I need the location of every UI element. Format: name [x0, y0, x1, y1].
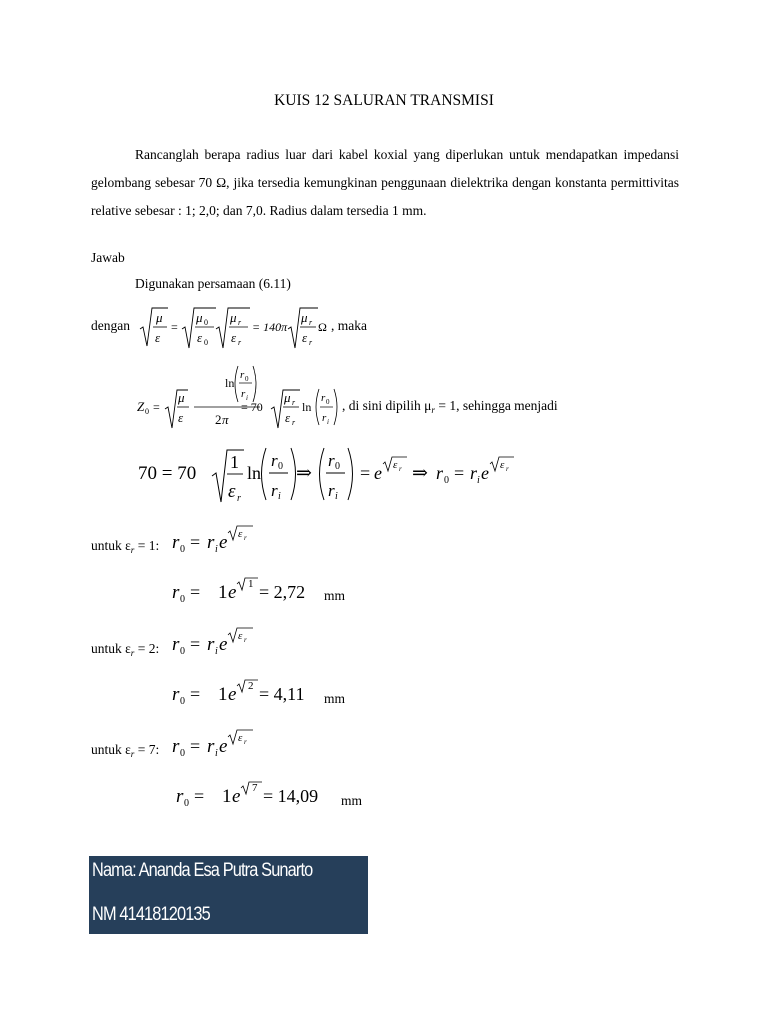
coef-140: = 140π: [252, 320, 288, 334]
svg-text:ε: ε: [238, 732, 243, 744]
answer-intro: Digunakan persamaan (6.11): [135, 276, 291, 291]
svg-text:0: 0: [335, 461, 340, 472]
case-3-unit: mm: [341, 793, 363, 808]
svg-text:ε: ε: [231, 330, 237, 345]
svg-text:r: r: [309, 338, 313, 347]
case-1-formula: [170, 522, 270, 556]
svg-text:μ: μ: [178, 390, 185, 405]
svg-text:0: 0: [278, 461, 283, 472]
svg-text:r: r: [207, 736, 215, 757]
svg-text:1: 1: [222, 786, 232, 807]
case-3-label: untuk $\varepsilon_r = 7$:: [91, 742, 160, 759]
coef-70: = 70: [241, 400, 263, 414]
case-1-label: untuk $\varepsilon_r = 1$:: [91, 538, 160, 555]
svg-text:=: =: [171, 320, 178, 334]
svg-text:r: r: [436, 463, 444, 483]
svg-text:e: e: [232, 786, 241, 807]
svg-text:ε: ε: [238, 528, 243, 540]
case-3-result: [174, 776, 344, 810]
svg-text:1: 1: [248, 578, 254, 590]
case-1-unit: mm: [324, 588, 346, 603]
case-2-result: [170, 674, 330, 708]
svg-text:r: r: [238, 318, 242, 327]
case-3-formula: [170, 726, 270, 760]
main-lhs: 70 = 70: [138, 463, 197, 484]
svg-text:r: r: [241, 388, 246, 400]
problem-statement: [91, 141, 679, 225]
svg-text:ε: ε: [393, 459, 398, 471]
svg-text:r: r: [172, 532, 180, 553]
svg-text:r: r: [309, 318, 313, 327]
svg-text:0: 0: [180, 696, 185, 707]
chosen-text: , di sini dipilih $\mu_r = 1$, sehingga menjadi: [342, 398, 558, 415]
svg-text:r: r: [244, 636, 247, 644]
svg-text:0: 0: [204, 318, 208, 327]
answer-heading: Jawab: [91, 250, 125, 265]
svg-text:r: r: [244, 534, 247, 542]
svg-text:0: 0: [180, 748, 185, 759]
svg-text:r: r: [470, 463, 478, 483]
svg-text:=: =: [190, 532, 201, 552]
svg-text:r: r: [172, 634, 180, 655]
svg-text:e: e: [481, 463, 489, 483]
svg-text:μ: μ: [230, 310, 237, 325]
svg-text:0: 0: [180, 544, 185, 555]
svg-text:Z: Z: [137, 399, 145, 414]
svg-text:r: r: [322, 412, 327, 424]
svg-text:i: i: [477, 475, 480, 486]
svg-text:2: 2: [248, 680, 254, 692]
svg-text:ε: ε: [500, 459, 505, 471]
svg-text:r: r: [172, 582, 180, 603]
svg-text:1: 1: [218, 582, 228, 603]
case-1-result: [170, 572, 320, 606]
svg-text:ln: ln: [247, 463, 262, 483]
svg-text:r: r: [172, 684, 180, 705]
maka-label: , maka: [331, 318, 367, 333]
svg-text:ln: ln: [225, 376, 235, 390]
svg-text:μ: μ: [196, 310, 203, 325]
svg-text:ε: ε: [285, 410, 291, 425]
svg-text:e: e: [228, 684, 237, 705]
svg-text:0: 0: [180, 594, 185, 605]
student-id: NM 41418120135: [92, 904, 210, 925]
svg-text:i: i: [246, 394, 248, 402]
svg-text:i: i: [215, 646, 218, 657]
svg-text:e: e: [219, 634, 228, 655]
svg-text:0: 0: [204, 338, 208, 347]
svg-text:1: 1: [218, 684, 228, 705]
svg-text:i: i: [215, 544, 218, 555]
svg-text:i: i: [278, 491, 281, 502]
svg-text:r: r: [240, 369, 245, 381]
svg-text:μ: μ: [156, 310, 163, 325]
svg-text:e: e: [228, 582, 237, 603]
svg-text:1: 1: [230, 452, 239, 472]
svg-text:ε: ε: [228, 481, 236, 502]
svg-text:e: e: [374, 463, 382, 483]
svg-text:r: r: [328, 481, 335, 500]
svg-text:0: 0: [245, 375, 249, 383]
svg-text:r: r: [238, 338, 242, 347]
svg-text:⇒: ⇒: [412, 463, 428, 484]
svg-text:ε: ε: [197, 330, 203, 345]
svg-text:r: r: [506, 465, 509, 473]
student-info-box: [89, 856, 368, 934]
svg-text:7: 7: [252, 782, 258, 794]
svg-text:r: r: [172, 736, 180, 757]
case-2-unit: mm: [324, 691, 346, 706]
equation-z0: [135, 362, 375, 436]
svg-text:=: =: [194, 786, 205, 806]
svg-text:r: r: [328, 451, 335, 470]
svg-text:=: =: [190, 736, 201, 756]
svg-text:r: r: [207, 634, 215, 655]
svg-text:=: =: [190, 634, 201, 654]
svg-text:i: i: [327, 418, 329, 426]
svg-text:ε: ε: [155, 330, 161, 345]
svg-text:ε: ε: [178, 410, 184, 425]
svg-text:r: r: [271, 481, 278, 500]
svg-text:r: r: [292, 418, 296, 427]
svg-text:= 14,09: = 14,09: [263, 786, 319, 806]
dengan-label: dengan: [91, 318, 130, 333]
case-2-formula: [170, 624, 270, 658]
svg-text:π: π: [222, 412, 229, 427]
svg-text:r: r: [399, 465, 402, 473]
svg-text:ε: ε: [302, 330, 308, 345]
svg-text:i: i: [215, 748, 218, 759]
svg-text:r: r: [207, 532, 215, 553]
svg-text:= 2,72: = 2,72: [259, 582, 306, 602]
svg-text:e: e: [219, 532, 228, 553]
svg-text:=: =: [153, 400, 160, 414]
svg-text:μ: μ: [301, 310, 308, 325]
svg-text:e: e: [219, 736, 228, 757]
svg-text:=: =: [360, 463, 371, 483]
svg-text:r: r: [292, 398, 296, 407]
svg-text:0: 0: [184, 798, 189, 809]
svg-text:0: 0: [145, 407, 149, 416]
ohm-symbol: Ω: [318, 320, 327, 334]
svg-text:0: 0: [444, 475, 449, 486]
svg-text:r: r: [237, 493, 241, 504]
svg-text:=: =: [454, 463, 465, 483]
svg-text:=: =: [190, 582, 201, 602]
svg-text:μ: μ: [284, 390, 291, 405]
svg-text:= 4,11: = 4,11: [259, 684, 305, 704]
svg-text:ln: ln: [302, 400, 312, 414]
svg-text:r: r: [176, 786, 184, 807]
svg-text:ε: ε: [238, 630, 243, 642]
svg-text:0: 0: [326, 398, 330, 406]
student-name: Nama: Ananda Esa Putra Sunarto: [92, 860, 313, 881]
svg-text:r: r: [321, 392, 326, 404]
problem-text: Rancanglah berapa radius luar dari kabel koxial yang diperlukan untuk mendapatkan impedansi gelombang sebesar 70 Ω, jika tersedia kemungkinan penggunaan dielektrika dengan konstanta permittivitas relative sebesar : 1; 2,0; dan 7,0. Radius dalam tersedia 1 mm.: [91, 147, 679, 218]
svg-text:0: 0: [180, 646, 185, 657]
svg-text:2: 2: [215, 412, 222, 427]
svg-text:r: r: [244, 738, 247, 746]
svg-text:⇒: ⇒: [296, 463, 312, 484]
svg-text:=: =: [190, 684, 201, 704]
case-2-label: untuk $\varepsilon_r = 2$:: [91, 641, 160, 658]
document-title: KUIS 12 SALURAN TRANSMISI: [274, 92, 494, 109]
svg-text:r: r: [271, 451, 278, 470]
equation-main: [136, 440, 526, 510]
svg-text:i: i: [335, 491, 338, 502]
